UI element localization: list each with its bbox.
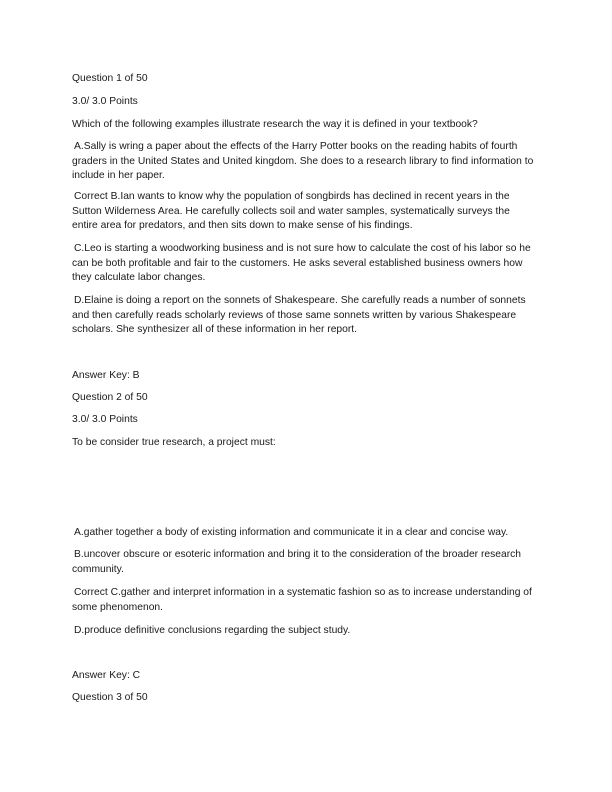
question-2-points: 3.0/ 3.0 Points	[72, 414, 138, 425]
question-2-option-d: D.produce definitive conclusions regarding the subject study.	[74, 625, 351, 636]
question-1-prompt: Which of the following examples illustrate research the way it is defined in your textbook?	[72, 119, 478, 130]
question-3-header: Question 3 of 50	[72, 692, 148, 703]
question-2-option-a: A.gather together a body of existing information and communicate it in a clear and concise way.	[74, 527, 509, 538]
question-2-option-b: B.uncover obscure or esoteric information and bring it to the consideration of the broader research community.	[72, 549, 522, 575]
question-1-option-c: C.Leo is starting a woodworking business and is not sure how to calculate the cost of his labor so he can be both profitable and fair to the customers. He asks several established business owners how they calculate labor changes.	[72, 243, 531, 284]
question-2-answer-key: Answer Key: C	[72, 670, 141, 681]
question-2-prompt: To be consider true research, a project must:	[72, 437, 276, 448]
question-2-header: Question 2 of 50	[72, 392, 148, 403]
question-1-header: Question 1 of 50	[72, 73, 148, 84]
question-1-option-b: Correct B.Ian wants to know why the population of songbirds has declined in recent years in the Sutton Wilderness Area. He carefully collects soil and water samples, systematically surveys the entire area for predators, and then sits down to make sense of his findings.	[72, 191, 510, 232]
question-1-option-a: A.Sally is wring a paper about the effects of the Harry Potter books on the reading habits of fourth graders in the United States and United kingdom. She does to a research library to find information to include in her paper.	[72, 141, 534, 182]
question-1-points: 3.0/ 3.0 Points	[72, 96, 138, 107]
question-1-answer-key: Answer Key: B	[72, 370, 140, 381]
question-1-option-d: D.Elaine is doing a report on the sonnets of Shakespeare. She carefully reads a number of sonnets and then carefully reads scholarly reviews of those same sonnets written by various Shakespeare scholars. She synthesizer all of these information in her report.	[72, 295, 526, 336]
question-2-option-c: Correct C.gather and interpret information in a systematic fashion so as to increase understanding of some phenomenon.	[72, 587, 532, 613]
